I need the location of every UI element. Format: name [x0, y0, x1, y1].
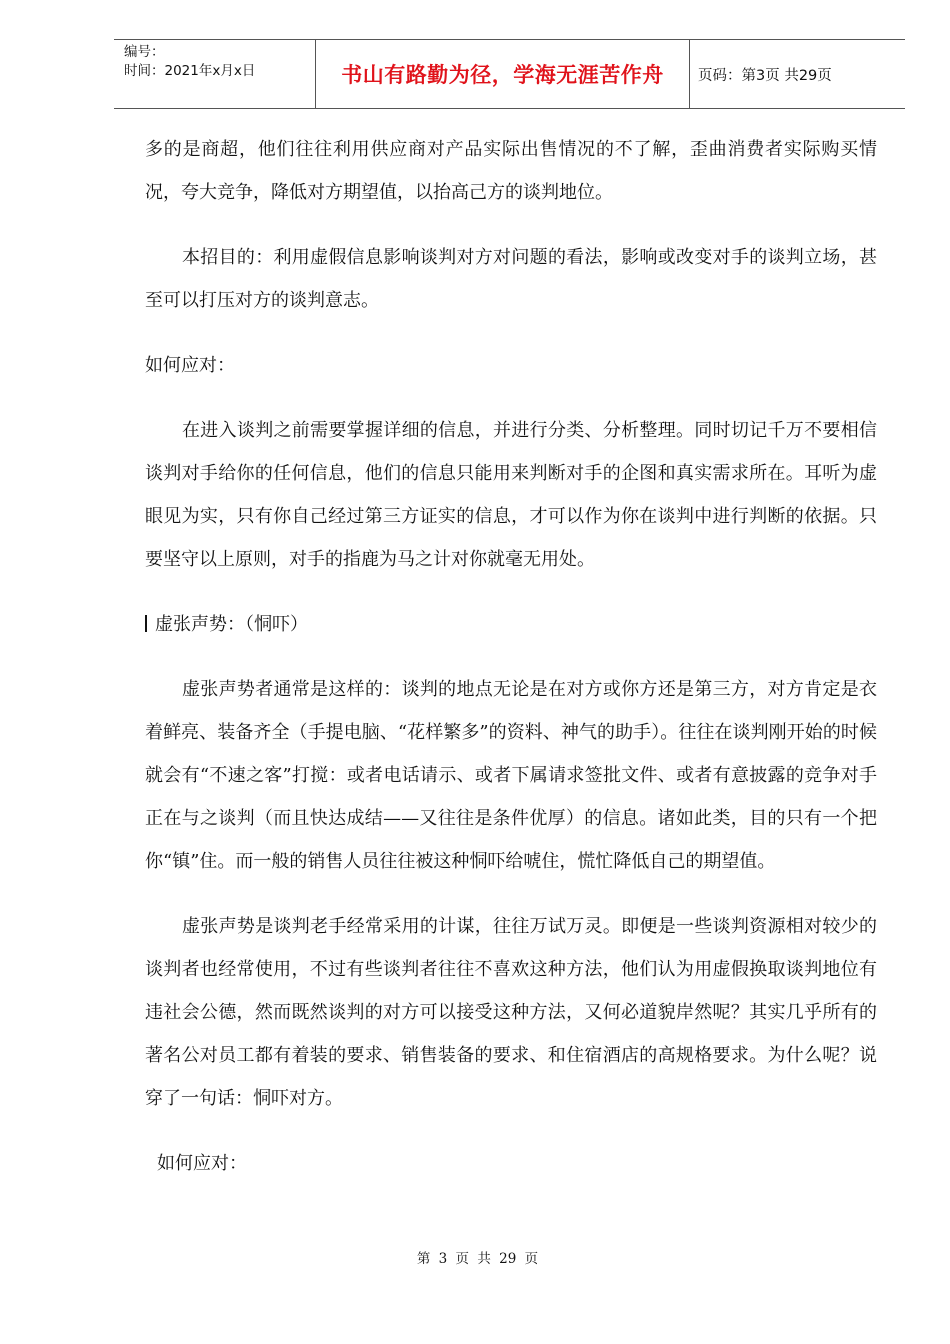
document-body — [145, 128, 877, 1185]
paragraph-5: 虚张声势是谈判老手经常采用的计谋，往往万试万灵。即便是一些谈判资源相对较少的谈判者也经常使用，不过有些谈判者往往不喜欢这种方法，他们认为用虚假换取谈判地位有违社会公德，然而既然谈判的对方可以接受这种方法，又何必道貌岸然呢？其实几乎所有的著名公对员工都有着装的要求、销售装备的要求、和住宿酒店的高规格要求。为什么呢？说穿了一句话：恫吓对方。 — [145, 916, 877, 1109]
paragraph-2: 本招目的：利用虚假信息影响谈判对方对问题的看法，影响或改变对手的谈判立场，甚至可以打压对方的谈判意志。 — [145, 247, 877, 311]
section-heading-how-to-respond: 如何应对： — [145, 355, 235, 376]
bullet-bar-icon — [145, 615, 147, 632]
section-heading-bluffing-text: 虚张声势：（恫吓） — [155, 614, 308, 635]
header-motto: 书山有路勤为径，学海无涯苦作舟 — [316, 40, 690, 108]
header-page-info: 页码：第3页 共29页 — [698, 67, 832, 84]
paragraph-3: 在进入谈判之前需要掌握详细的信息，并进行分类、分析整理。同时切记千万不要相信谈判对手给你的任何信息，他们的信息只能用来判断对手的企图和真实需求所在。耳听为虚眼见为实，只有你自己经过第三方证实的信息，才可以作为你在谈判中进行判断的依据。只要坚守以上原则，对手的指鹿为马之计对你就毫无用处。 — [145, 420, 877, 570]
serial-number-label: 编号： — [124, 44, 165, 60]
time-label: 时间：2021年x月x日 — [124, 63, 256, 79]
section-heading-bluffing — [145, 603, 877, 646]
section-heading-how-to-respond-2: 如何应对： — [157, 1153, 247, 1174]
header-meta — [114, 40, 316, 108]
page-footer: 第 3 页 共 29 页 — [416, 1251, 539, 1267]
page-header — [114, 39, 905, 109]
paragraph-1: 多的是商超，他们往往利用供应商对产品实际出售情况的不了解，歪曲消费者实际购买情况，夸大竞争，降低对方期望值，以抬高己方的谈判地位。 — [145, 139, 877, 203]
paragraph-4: 虚张声势者通常是这样的：谈判的地点无论是在对方或你方还是第三方，对方肯定是衣着鲜亮、装备齐全（手提电脑、“花样繁多”的资料、神气的助手）。往往在谈判刚开始的时候就会有“不速之客”打搅：或者电话请示、或者下属请求签批文件、或者有意披露的竞争对手正在与之谈判（而且快达成结——又往往是条件优厚）的信息。诸如此类，目的只有一个把你“镇”住。而一般的销售人员往往被这种恫吓给唬住，慌忙降低自己的期望值。 — [145, 679, 877, 872]
